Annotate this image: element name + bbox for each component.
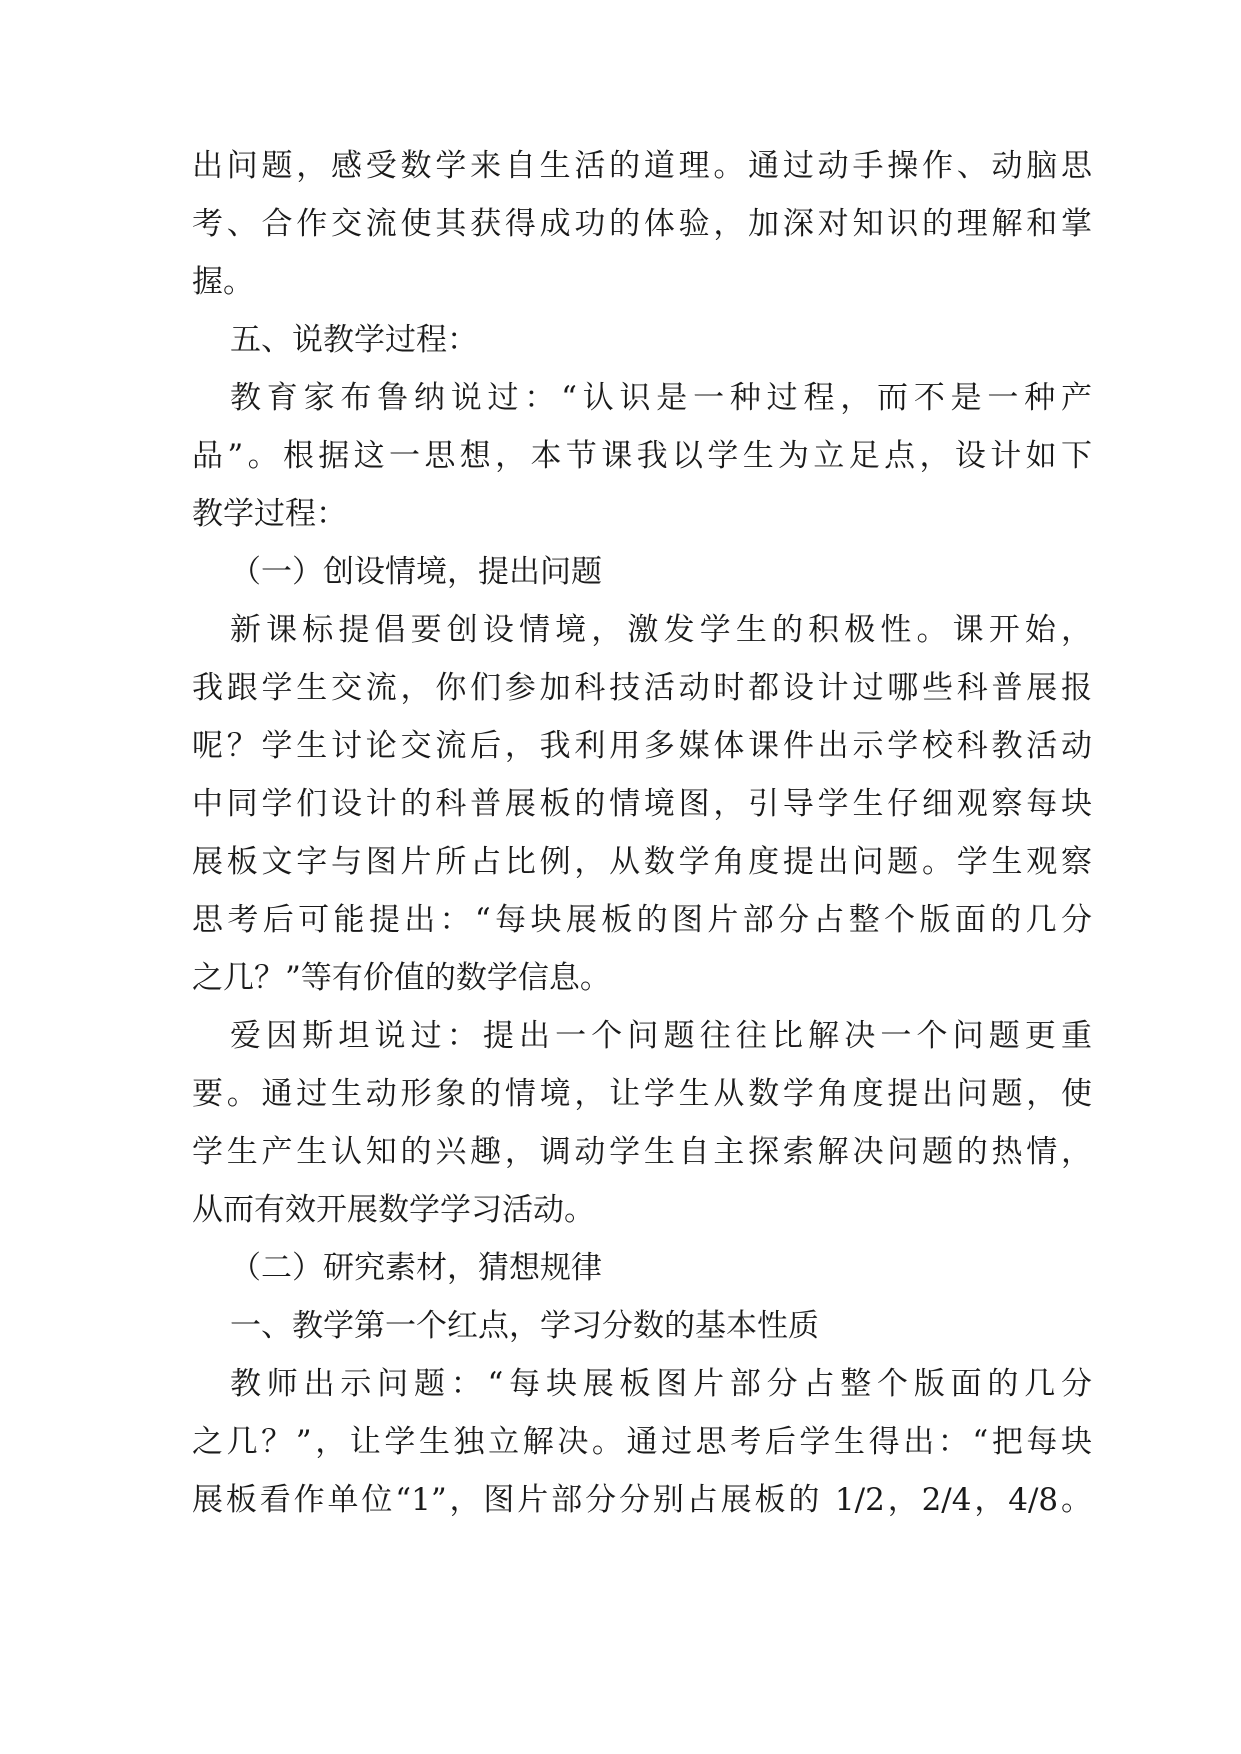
paragraph-line: 从而有效开展数学学习活动。 xyxy=(192,1192,595,1228)
paragraph-line: 呢？学生讨论交流后，我利用多媒体课件出示学校科教活动 xyxy=(192,728,1092,764)
paragraph-line: 新课标提倡要创设情境，激发学生的积极性。课开始， xyxy=(230,612,1092,648)
paragraph-line: 教学过程： xyxy=(192,496,347,532)
paragraph-line: 教育家布鲁纳说过：“认识是一种过程，而不是一种产 xyxy=(230,380,1092,416)
paragraph-line: 思考后可能提出：“每块展板的图片部分占整个版面的几分 xyxy=(192,902,1092,938)
paragraph-line: 学生产生认知的兴趣，调动学生自主探索解决问题的热情， xyxy=(192,1134,1092,1170)
paragraph-line: 之几？”，让学生独立解决。通过思考后学生得出：“把每块 xyxy=(192,1424,1092,1460)
paragraph-line: 品”。根据这一思想，本节课我以学生为立足点，设计如下 xyxy=(192,438,1092,474)
paragraph-line: 我跟学生交流，你们参加科技活动时都设计过哪些科普展报 xyxy=(192,670,1092,706)
paragraph-line: 握。 xyxy=(192,264,254,300)
paragraph-line: 展板看作单位“1”，图片部分分别占展板的 1/2，2/4，4/8。 xyxy=(192,1482,1092,1518)
paragraph-line: 教师出示问题：“每块展板图片部分占整个版面的几分 xyxy=(230,1366,1092,1402)
paragraph-line: 要。通过生动形象的情境，让学生从数学角度提出问题，使 xyxy=(192,1076,1092,1112)
paragraph-line: 一、教学第一个红点，学习分数的基本性质 xyxy=(230,1308,819,1344)
paragraph-line: 考、合作交流使其获得成功的体验，加深对知识的理解和掌 xyxy=(192,206,1092,242)
paragraph-line: 中同学们设计的科普展板的情境图，引导学生仔细观察每块 xyxy=(192,786,1092,822)
paragraph-line: 出问题，感受数学来自生活的道理。通过动手操作、动脑思 xyxy=(192,148,1092,184)
subsection-heading: （二）研究素材，猜想规律 xyxy=(230,1250,602,1286)
paragraph-line: 展板文字与图片所占比例，从数学角度提出问题。学生观察 xyxy=(192,844,1092,880)
paragraph-line: 之几？”等有价值的数学信息。 xyxy=(192,960,611,996)
subsection-heading: （一）创设情境，提出问题 xyxy=(230,554,602,590)
section-heading: 五、说教学过程： xyxy=(230,322,478,358)
paragraph-line: 爱因斯坦说过：提出一个问题往往比解决一个问题更重 xyxy=(230,1018,1092,1054)
